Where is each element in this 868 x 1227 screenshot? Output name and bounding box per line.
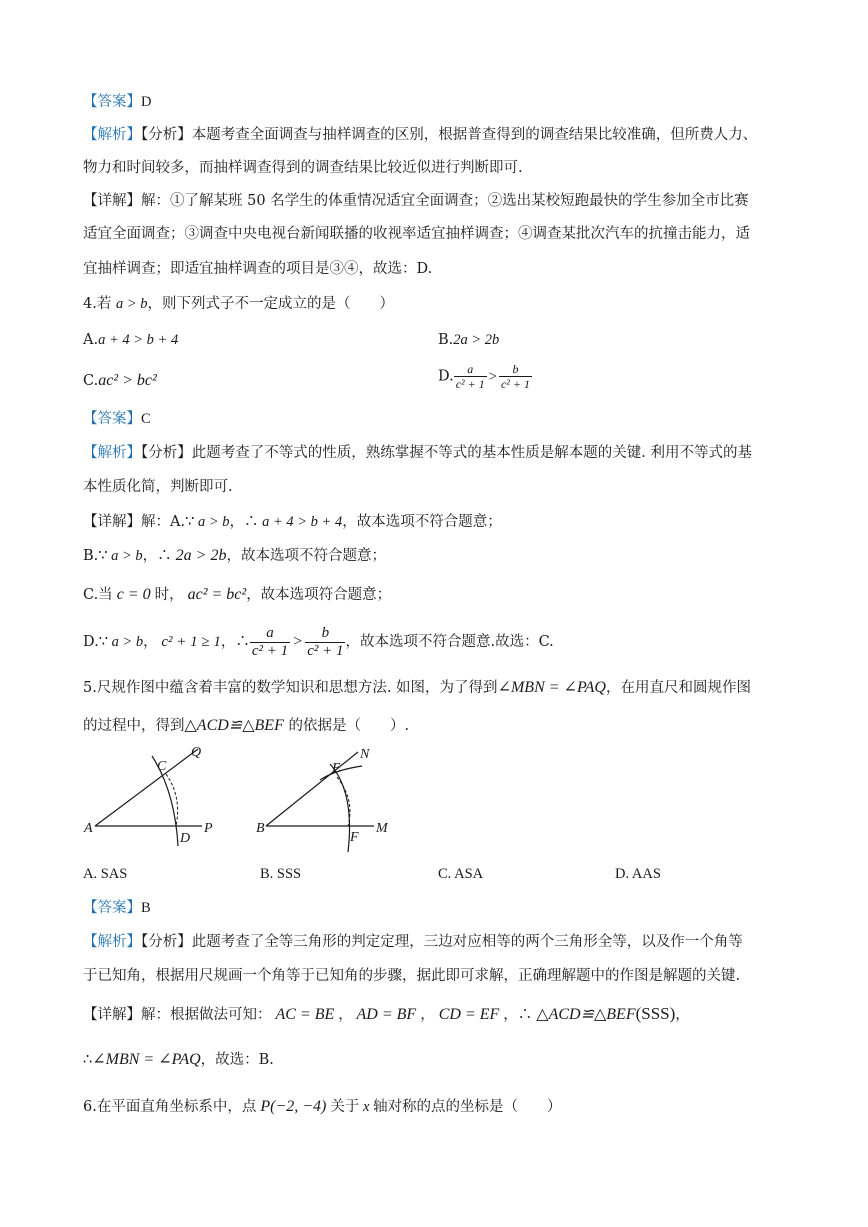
q4-detail-frac-b: $\frac{b}{\text{c² + 1}}$ bbox=[307, 624, 344, 659]
q4-detail-b: B.∵ a > b，∴ 2a > 2b，故本选项不符合题意； bbox=[83, 547, 386, 564]
label-p: P bbox=[204, 821, 213, 836]
q4-detail-frac-a: $\frac{a}{\text{c² + 1}}$ bbox=[251, 624, 289, 659]
ray-aq bbox=[95, 749, 198, 826]
q4-answer: C bbox=[141, 411, 151, 427]
q4-analysis-line-1: 【解析】【分析】此题考查了不等式的性质，熟练掌握不等式的基本性质是解本题的关键. 利用不等式的基 bbox=[83, 445, 752, 461]
q5-detail-line-1: 【详解】解：根据做法可知： AC = BE ， AD = BF ， CD = EF ，∴ △ACD≌△BEF(SSS)， bbox=[83, 1004, 690, 1023]
q4-option-d: D. $\frac{a}{\text{c² + 1}}$ > $\frac{b}{\text{c² + 1}}$ bbox=[438, 362, 530, 391]
q3-detail-line-3: 宜抽样调查；即适宜抽样调查的项目是③④，故选：D. bbox=[83, 261, 433, 277]
analysis-tag: 【解析】 bbox=[83, 127, 141, 143]
q4-option-c: C.ac² > bc² bbox=[83, 372, 157, 389]
label-d: D bbox=[180, 831, 191, 846]
q5-option-a: A. SAS bbox=[83, 866, 128, 882]
label-b: B bbox=[256, 821, 265, 836]
dashed-ef bbox=[337, 777, 350, 826]
q3-analysis-line-2: 物力和时间较多，而抽样调查得到的调查结果比较近似进行判断即可. bbox=[83, 160, 523, 176]
q3-answer: D bbox=[141, 94, 152, 110]
fenxi-tag: 【分析】 bbox=[141, 127, 192, 143]
q5-option-c: C. ASA bbox=[438, 866, 484, 882]
q4-d-frac-b: $\frac{b}{\text{c² + 1}}$ bbox=[500, 362, 530, 391]
q5-answer: B bbox=[141, 900, 151, 916]
label-f: F bbox=[350, 830, 359, 845]
q4-analysis-line-2: 本性质化简，判断即可. bbox=[83, 479, 233, 495]
q5-analysis-line-1: 【解析】【分析】此题考查了全等三角形的判定定理，三边对应相等的两个三角形全等，以及作一个角等 bbox=[83, 934, 743, 950]
q3-detail-line-1: 【详解】解：①了解某班 50 名学生的体重情况适宜全面调查；②选出某校短跑最快的学生参加全市比赛 bbox=[83, 193, 749, 209]
q5-stem-line-1: 5.尺规作图中蕴含着丰富的数学知识和思想方法. 如图，为了得到∠MBN = ∠PAQ，在用直尺和圆规作图 bbox=[83, 679, 751, 696]
q4-answer-line: 【答案】C bbox=[83, 411, 151, 427]
label-n: N bbox=[360, 747, 370, 762]
q5-detail-line-2: ∴∠MBN = ∠PAQ，故选：B. bbox=[83, 1051, 274, 1068]
q6-stem: 6.在平面直角坐标系中，点 P(−2, −4) 关于 x 轴对称的点的坐标是（ ） bbox=[83, 1098, 562, 1115]
q4-option-a: A.a + 4 > b + 4 bbox=[83, 332, 179, 348]
detail-tag: 【详解】 bbox=[83, 193, 141, 209]
q5-option-b: B. SSS bbox=[260, 866, 302, 882]
label-q: Q bbox=[191, 745, 202, 760]
q5-figure bbox=[80, 742, 420, 854]
q4-detail-a: 【详解】解：A.∵ a > b，∴ a + 4 > b + 4，故本选项不符合题意； bbox=[83, 514, 502, 530]
dashed-cd bbox=[166, 774, 178, 826]
q4-d-frac-a: $\frac{a}{\text{c² + 1}}$ bbox=[455, 362, 485, 391]
answer-tag: 【答案】 bbox=[83, 94, 141, 110]
q3-analysis-line-1: 【解析】【分析】本题考查全面调查与抽样调查的区别，根据普查得到的调查结果比较准确，但所费人力、 bbox=[83, 127, 758, 143]
q4-stem: 4.若 a > b，则下列式子不一定成立的是（ ） bbox=[83, 296, 394, 312]
label-c: C bbox=[157, 759, 167, 774]
q5-answer-line: 【答案】B bbox=[83, 900, 151, 916]
label-e: E bbox=[332, 761, 341, 776]
q4-detail-c: C.当 c = 0 时， ac² = bc²，故本选项符合题意； bbox=[83, 586, 392, 603]
q4-option-b: B.2a > 2b bbox=[438, 332, 500, 348]
figure-right bbox=[256, 747, 389, 852]
figure-left bbox=[83, 745, 213, 846]
q5-analysis-line-2: 于已知角，根据用尺规画一个角等于已知角的步骤，据此即可求解，正确理解题中的作图是解题的关键. bbox=[83, 968, 741, 984]
q3-answer-line bbox=[83, 92, 803, 112]
label-m: M bbox=[376, 821, 388, 836]
q5-option-d: D. AAS bbox=[615, 866, 661, 882]
arc-right bbox=[330, 764, 350, 852]
label-a: A bbox=[84, 821, 93, 836]
q4-detail-d: D.∵ a > b， c² + 1 ≥ 1，∴ $\frac{a}{\text{c² + 1}}$ > $\frac{b}{\text{c² + 1}}$ ，故本选项不符合题意.故选：C. bbox=[83, 624, 554, 659]
q3-detail-line-2: 适宜全面调查；③调查中央电视台新闻联播的收视率适宜抽样调查；④调查某批次汽车的抗撞击能力，适 bbox=[83, 226, 750, 242]
q5-stem-line-2: 的过程中，得到△ACD≌△BEF 的依据是（ ）. bbox=[83, 717, 410, 734]
